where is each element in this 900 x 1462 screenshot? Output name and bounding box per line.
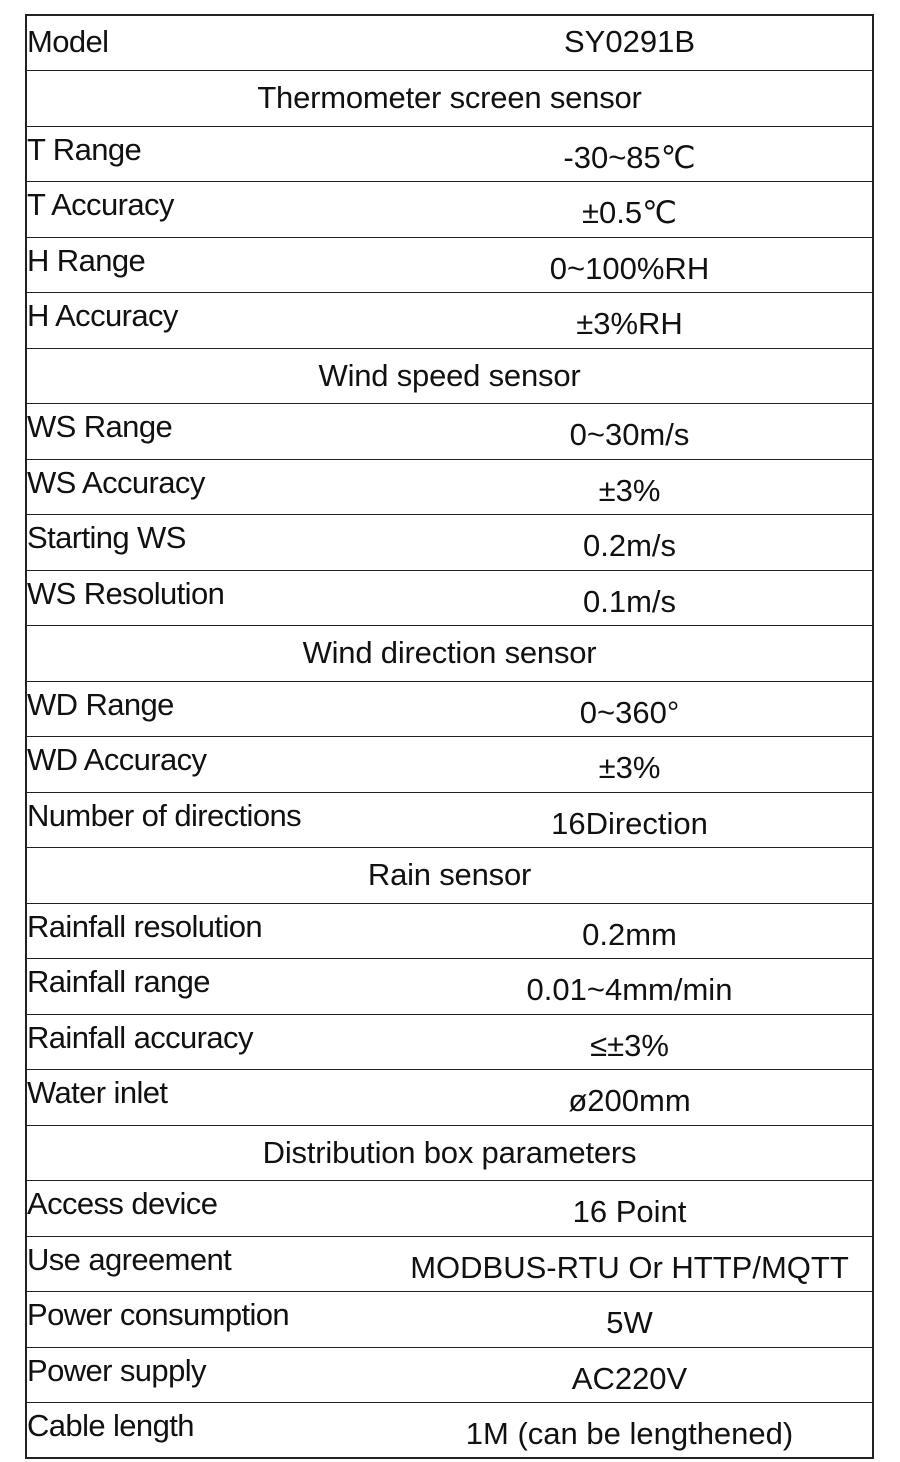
spec-label: Rainfall accuracy <box>26 1010 387 1066</box>
spec-label: Access device <box>26 1177 387 1233</box>
spec-label: WD Accuracy <box>26 733 387 789</box>
spec-label: WS Resolution <box>26 566 387 622</box>
spec-value: 0~360° <box>387 685 873 741</box>
spec-value: ø200mm <box>387 1074 873 1130</box>
spec-label: Use agreement <box>26 1232 387 1288</box>
model-label: Model <box>26 14 387 70</box>
section-header <box>26 348 873 404</box>
spec-row <box>26 1070 873 1126</box>
spec-row <box>26 737 873 793</box>
spec-value: 0~30m/s <box>387 408 873 464</box>
spec-label: H Accuracy <box>26 289 387 345</box>
spec-label: T Range <box>26 122 387 178</box>
spec-row <box>26 1347 873 1403</box>
spec-label: Water inlet <box>26 1066 387 1122</box>
spec-label: H Range <box>26 233 387 289</box>
spec-label: WS Accuracy <box>26 455 387 511</box>
spec-row <box>26 515 873 571</box>
spec-value: 0.2mm <box>387 907 873 963</box>
section-title: Distribution box parameters <box>26 1125 873 1181</box>
spec-value: ±3% <box>387 463 873 519</box>
spec-table <box>25 14 874 1459</box>
spec-value: MODBUS-RTU Or HTTP/MQTT <box>387 1240 873 1296</box>
spec-label: Rainfall resolution <box>26 899 387 955</box>
section-title: Wind speed sensor <box>26 348 873 404</box>
spec-value: ±3% <box>387 741 873 797</box>
section-title: Thermometer screen sensor <box>26 71 873 127</box>
spec-row <box>26 959 873 1015</box>
spec-row <box>26 792 873 848</box>
spec-value: 0.1m/s <box>387 574 873 630</box>
spec-row <box>26 1181 873 1237</box>
spec-row <box>26 404 873 460</box>
spec-value: ≤±3% <box>387 1018 873 1074</box>
spec-row <box>26 293 873 349</box>
spec-row <box>26 237 873 293</box>
spec-row <box>26 681 873 737</box>
spec-value: 16 Point <box>387 1185 873 1241</box>
spec-value: ±3%RH <box>387 297 873 353</box>
spec-row <box>26 459 873 515</box>
spec-row <box>26 1403 873 1459</box>
spec-label: WS Range <box>26 400 387 456</box>
spec-table-body <box>26 15 873 1458</box>
section-header <box>26 71 873 127</box>
model-row <box>26 15 873 71</box>
spec-row <box>26 903 873 959</box>
spec-label: Number of directions <box>26 788 387 844</box>
spec-row <box>26 126 873 182</box>
spec-value: -30~85℃ <box>387 130 873 186</box>
spec-row <box>26 182 873 238</box>
section-title: Wind direction sensor <box>26 626 873 682</box>
spec-label: Cable length <box>26 1399 387 1455</box>
spec-row <box>26 1014 873 1070</box>
spec-label: T Accuracy <box>26 178 387 234</box>
spec-value: 1M (can be lengthened) <box>387 1407 873 1462</box>
spec-label: Rainfall range <box>26 955 387 1011</box>
spec-value: 0.2m/s <box>387 519 873 575</box>
spec-value: 5W <box>387 1296 873 1352</box>
section-title: Rain sensor <box>26 848 873 904</box>
spec-label: Starting WS <box>26 511 387 567</box>
section-header <box>26 1125 873 1181</box>
spec-value: ±0.5℃ <box>387 186 873 242</box>
spec-value: 0~100%RH <box>387 241 873 297</box>
section-header <box>26 848 873 904</box>
spec-value: AC220V <box>387 1351 873 1407</box>
spec-label: Power supply <box>26 1343 387 1399</box>
spec-row <box>26 570 873 626</box>
spec-value: 16Direction <box>387 796 873 852</box>
spec-row <box>26 1236 873 1292</box>
spec-label: WD Range <box>26 677 387 733</box>
spec-value: 0.01~4mm/min <box>387 963 873 1019</box>
model-value: SY0291B <box>387 14 873 70</box>
spec-label: Power consumption <box>26 1288 387 1344</box>
spec-row <box>26 1292 873 1348</box>
section-header <box>26 626 873 682</box>
